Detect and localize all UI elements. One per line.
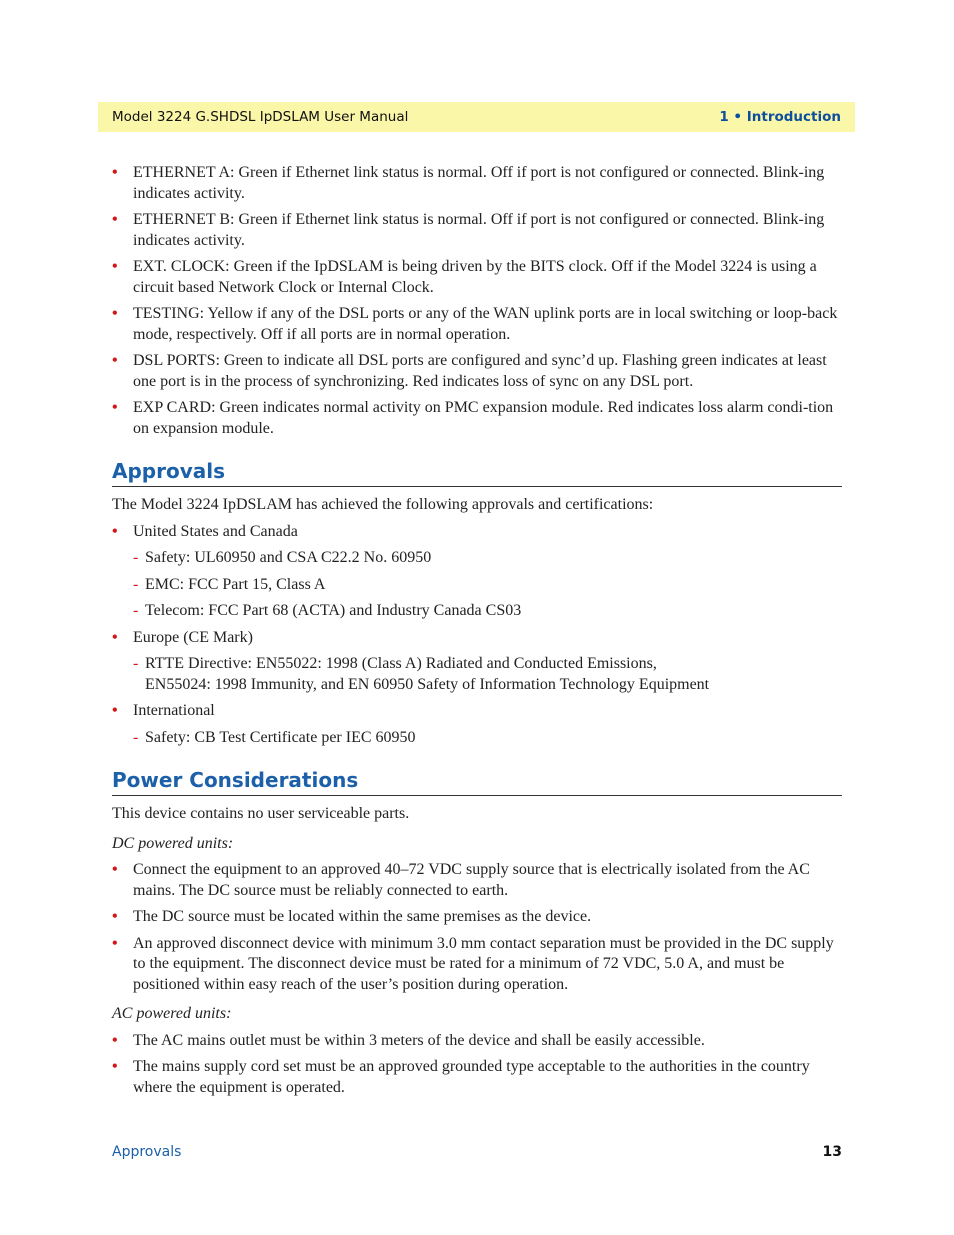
header-chapter: 1 • Introduction (719, 109, 841, 125)
footer-section: Approvals (112, 1144, 182, 1160)
sub-item-line: RTTE Directive: EN55022: 1998 (Class A) Radiated and Conducted Emissions, (145, 655, 657, 672)
approvals-intro: The Model 3224 IpDSLAM has achieved the following approvals and certifications: (112, 496, 654, 513)
ac-heading: AC powered units: (112, 1005, 232, 1022)
list-item: • EXT. CLOCK: Green if the IpDSLAM is being driven by the BITS clock. Off if the Model 3224 is using a circuit based Network Clock or Internal Clock. (112, 257, 842, 298)
sub-list (133, 728, 842, 749)
list-item: • EXP CARD: Green indicates normal activity on PMC expansion module. Red indicates loss alarm condi-tion on expansion module. (112, 398, 842, 439)
list-item (112, 701, 842, 748)
list-item: • The DC source must be located within the same premises as the device. (112, 907, 842, 928)
led-status-list (112, 163, 842, 439)
power-intro: This device contains no user serviceable parts. (112, 805, 410, 822)
dc-heading: DC powered units: (112, 834, 234, 852)
sub-list (133, 654, 842, 695)
page-content (112, 163, 842, 1104)
power-heading: Power Considerations (112, 768, 842, 796)
list-item: • An approved disconnect device with minimum 3.0 mm contact separation must be provided in the DC supply to the equipment. The disconnect device must be rated for a minimum of 72 VDC, 5.0 A, and must be positioned within easy reach of the user’s position during operation. (112, 934, 842, 996)
list-item (112, 628, 842, 696)
list-item (112, 522, 842, 622)
approvals-heading: Approvals (112, 459, 842, 487)
list-item: • TESTING: Yellow if any of the DSL ports or any of the WAN uplink ports are in local switching or loop-back mode, respectively. Off if all ports are in normal operation. (112, 304, 842, 345)
region-name: International (133, 702, 215, 719)
dc-list (112, 860, 842, 995)
region-name: United States and Canada (133, 522, 298, 540)
sub-list-item: - Safety: UL60950 and CSA C22.2 No. 60950 (133, 548, 842, 569)
list-item: • The mains supply cord set must be an approved grounded type acceptable to the authorities in the country where the equipment is operated. (112, 1057, 842, 1098)
header-manual-title: Model 3224 G.SHDSL IpDSLAM User Manual (112, 109, 409, 125)
sub-list-item: - Telecom: FCC Part 68 (ACTA) and Industry Canada CS03 (133, 601, 842, 622)
sub-list-item: - EMC: FCC Part 15, Class A (133, 575, 842, 596)
page-footer (112, 1144, 842, 1160)
approvals-list (112, 522, 842, 749)
sub-list (133, 548, 842, 622)
list-item: • ETHERNET B: Green if Ethernet link status is normal. Off if port is not configured or connected. Blink-ing indicates activity. (112, 210, 842, 251)
list-item: • The AC mains outlet must be within 3 meters of the device and shall be easily accessible. (112, 1031, 842, 1052)
sub-list-item (133, 654, 842, 695)
sub-item-line: EN55024: 1998 Immunity, and EN 60950 Safety of Information Technology Equipment (145, 675, 710, 693)
sub-list-item: - Safety: CB Test Certificate per IEC 60950 (133, 728, 842, 749)
page-number: 13 (822, 1144, 842, 1160)
list-item: • ETHERNET A: Green if Ethernet link status is normal. Off if port is not configured or connected. Blink-ing indicates activity. (112, 163, 842, 204)
list-item: • DSL PORTS: Green to indicate all DSL ports are configured and sync’d up. Flashing green indicates at least one port is in the process of synchronizing. Red indicates loss of sync on any DSL port. (112, 351, 842, 392)
region-name: Europe (CE Mark) (133, 628, 253, 646)
ac-list (112, 1031, 842, 1099)
running-header (98, 102, 855, 132)
list-item: • Connect the equipment to an approved 40–72 VDC supply source that is electrically isolated from the AC mains. The DC source must be reliably connected to earth. (112, 860, 842, 901)
